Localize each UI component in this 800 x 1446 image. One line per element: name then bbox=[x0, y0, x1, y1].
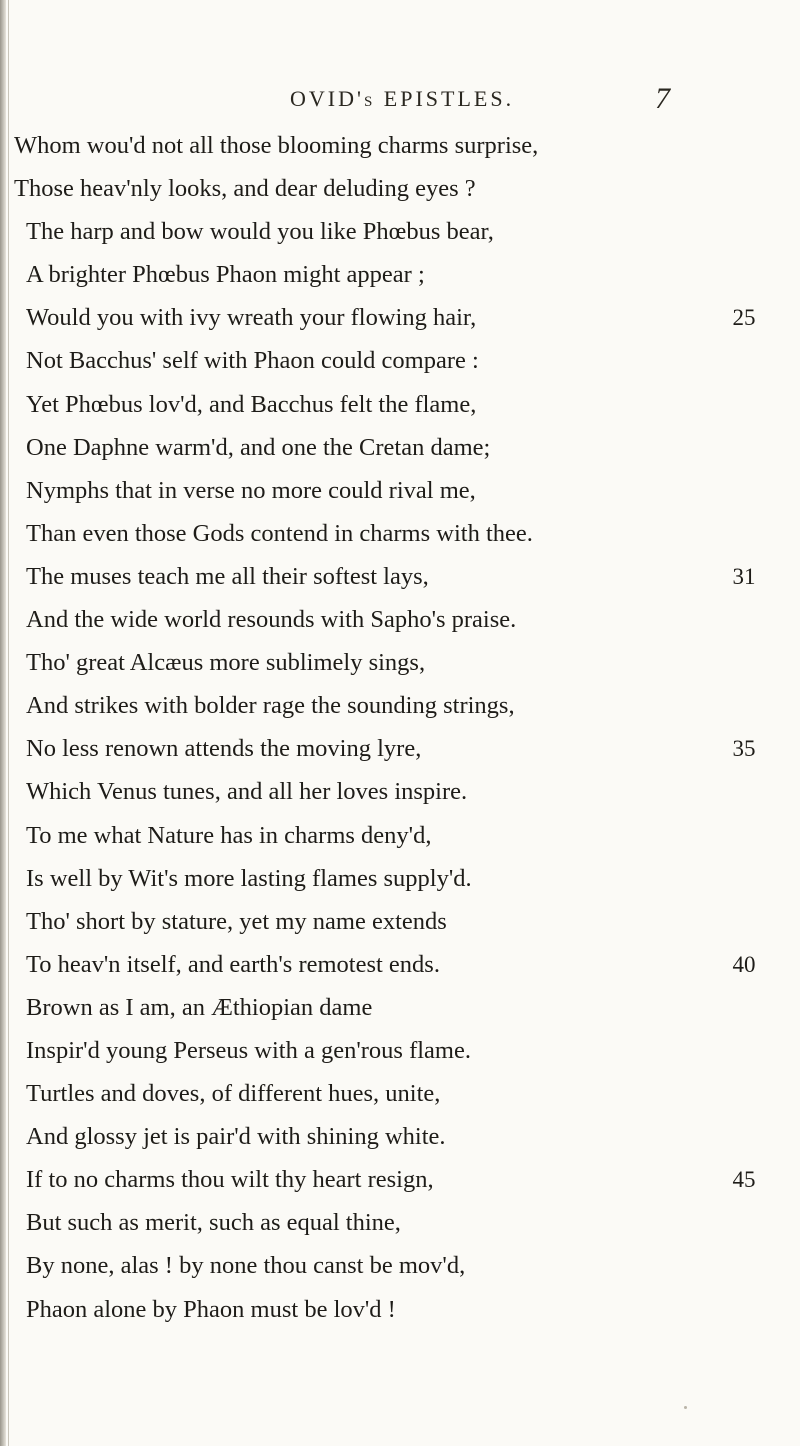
verse-line-text: One Daphne warm'd, and one the Cretan dame; bbox=[26, 433, 491, 461]
verse-line bbox=[14, 512, 774, 555]
verse-line-text: If to no charms thou wilt thy heart resign, bbox=[26, 1166, 434, 1194]
verse-line bbox=[14, 857, 774, 900]
verse-line bbox=[14, 296, 774, 339]
verse-line-text: Yet Phœbus lov'd, and Bacchus felt the flame, bbox=[26, 390, 477, 418]
line-number: 40 bbox=[732, 951, 756, 977]
verse-line bbox=[14, 339, 774, 382]
verse-line bbox=[14, 469, 774, 512]
verse-line-text: Those heav'nly looks, and dear deluding eyes ? bbox=[14, 175, 476, 203]
verse-line-text: The harp and bow would you like Phœbus bear, bbox=[26, 218, 494, 246]
page-edge bbox=[0, 0, 6, 1446]
verse-line bbox=[14, 943, 774, 986]
verse-line bbox=[14, 1288, 774, 1331]
line-number: 35 bbox=[732, 736, 756, 762]
verse-line-text: To me what Nature has in charms deny'd, bbox=[26, 821, 432, 849]
verse-line-text: Would you with ivy wreath your flowing hair, bbox=[26, 304, 477, 332]
page-number: 7 bbox=[655, 82, 670, 115]
verse-line bbox=[14, 383, 774, 426]
verse-line-text: Tho' short by stature, yet my name extends bbox=[26, 907, 447, 935]
verse-line-text: And the wide world resounds with Sapho's praise. bbox=[26, 606, 517, 634]
verse-line bbox=[14, 727, 774, 770]
page-edge-line bbox=[8, 0, 9, 1446]
verse-line-text: But such as merit, such as equal thine, bbox=[26, 1209, 401, 1237]
verse-line-text: Not Bacchus' self with Phaon could compare : bbox=[26, 347, 479, 375]
verse-line bbox=[14, 1158, 774, 1201]
verse-line bbox=[14, 814, 774, 857]
verse-line-text: Brown as I am, an Æthiopian dame bbox=[26, 993, 373, 1021]
verse-line-text: And strikes with bolder rage the sounding strings, bbox=[26, 692, 515, 720]
verse-line bbox=[14, 1201, 774, 1244]
verse-line-text: By none, alas ! by none thou canst be mov'd, bbox=[26, 1252, 466, 1280]
verse-line bbox=[14, 598, 774, 641]
verse-line-text: And glossy jet is pair'd with shining white. bbox=[26, 1123, 446, 1151]
verse-line bbox=[14, 1029, 774, 1072]
verse-line bbox=[14, 167, 774, 210]
verse-line-text: Which Venus tunes, and all her loves inspire. bbox=[26, 778, 468, 806]
verse-line bbox=[14, 900, 774, 943]
verse-line-text: Than even those Gods contend in charms with thee. bbox=[26, 519, 533, 547]
verse-line-text: To heav'n itself, and earth's remotest ends. bbox=[26, 950, 440, 978]
verse-block bbox=[14, 124, 774, 1331]
verse-line bbox=[14, 426, 774, 469]
paper-speck bbox=[684, 1406, 687, 1409]
verse-line bbox=[14, 986, 774, 1029]
verse-line-text: Nymphs that in verse no more could rival me, bbox=[26, 476, 476, 504]
running-head bbox=[250, 82, 670, 122]
verse-line bbox=[14, 684, 774, 727]
line-number: 31 bbox=[732, 563, 756, 589]
line-number: 45 bbox=[732, 1167, 756, 1193]
verse-line-text: The muses teach me all their softest lays, bbox=[26, 562, 429, 590]
verse-line bbox=[14, 1115, 774, 1158]
verse-line-text: Phaon alone by Phaon must be lov'd ! bbox=[26, 1295, 396, 1323]
line-number: 25 bbox=[732, 305, 756, 331]
verse-line-text: A brighter Phœbus Phaon might appear ; bbox=[26, 261, 425, 289]
verse-line bbox=[14, 555, 774, 598]
verse-line-text: Tho' great Alcæus more sublimely sings, bbox=[26, 649, 426, 677]
verse-line-text: Is well by Wit's more lasting flames supply'd. bbox=[26, 864, 472, 892]
verse-line-text: Whom wou'd not all those blooming charms surprise, bbox=[14, 132, 539, 159]
verse-line bbox=[14, 210, 774, 253]
verse-line bbox=[14, 124, 774, 167]
verse-line bbox=[14, 641, 774, 684]
running-head-title: OVID's EPISTLES. bbox=[290, 86, 515, 111]
verse-line bbox=[14, 1244, 774, 1287]
verse-line-text: No less renown attends the moving lyre, bbox=[26, 735, 422, 763]
verse-line-text: Inspir'd young Perseus with a gen'rous flame. bbox=[26, 1036, 471, 1064]
verse-line bbox=[14, 770, 774, 813]
verse-line-text: Turtles and doves, of different hues, unite, bbox=[26, 1080, 441, 1108]
verse-line bbox=[14, 1072, 774, 1115]
verse-line bbox=[14, 253, 774, 296]
